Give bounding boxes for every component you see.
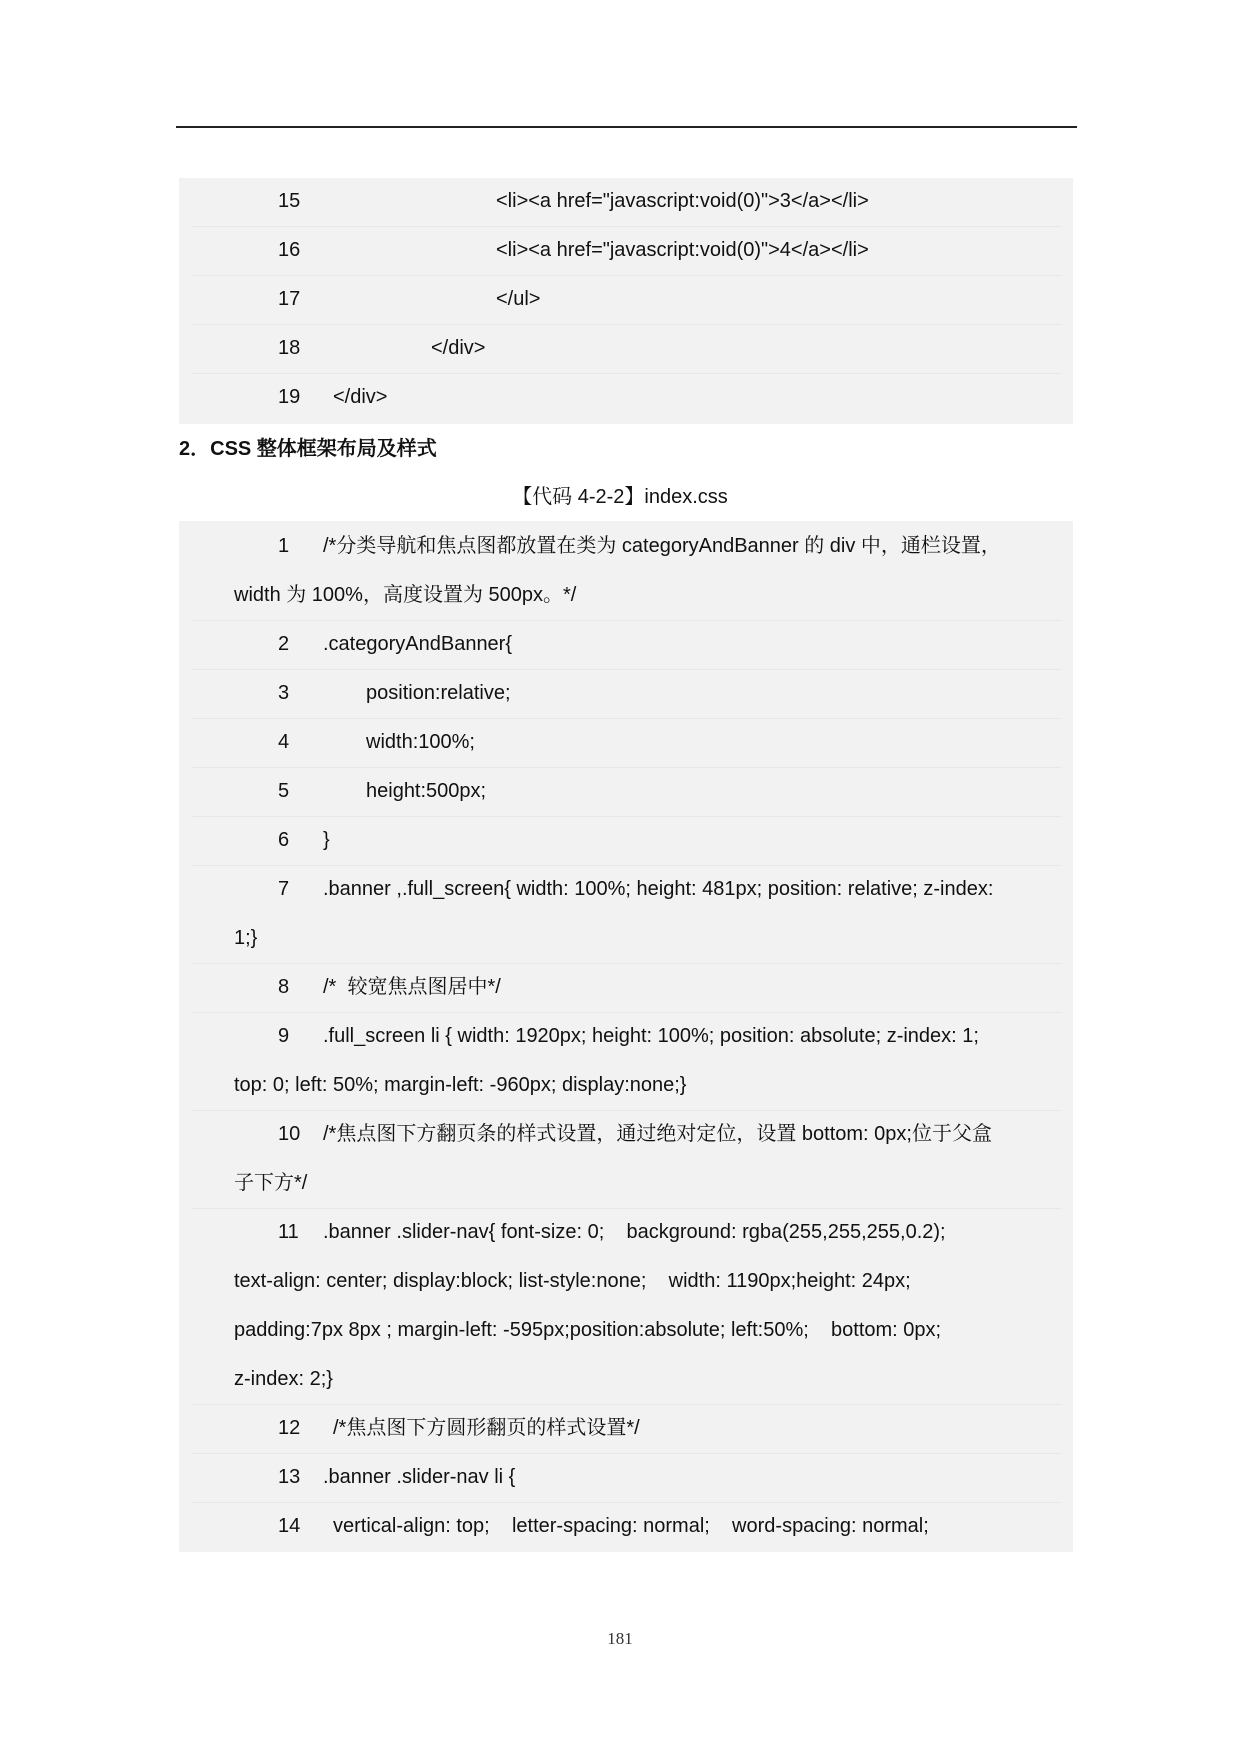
- code-line: vertical-align: top; letter-spacing: normal; word-spacing: normal;: [333, 1515, 929, 1537]
- code-line: height:500px;: [366, 780, 487, 802]
- code-line: .banner ,.full_screen{ width: 100%; height: 481px; position: relative; z-index:: [323, 878, 994, 900]
- code-block-continued: [179, 178, 1073, 424]
- code-line-continued: text-align: center; display:block; list-style:none; width: 1190px;height: 24px;: [234, 1270, 911, 1292]
- code-block-index-css: [179, 521, 1073, 1552]
- line-number: 8: [278, 976, 290, 998]
- line-separator: [191, 718, 1061, 719]
- line-number: 11: [278, 1221, 299, 1243]
- line-number: 15: [278, 190, 301, 212]
- line-number: 4: [278, 731, 290, 753]
- line-number: 10: [278, 1123, 301, 1145]
- page-number: 181: [607, 1629, 633, 1648]
- line-separator: [191, 275, 1061, 276]
- code-line: <li><a href="javascript:void(0)">4</a></li>: [496, 239, 869, 261]
- code-line: }: [323, 829, 330, 851]
- line-number: 1: [278, 535, 290, 557]
- line-number: 17: [278, 288, 301, 310]
- line-number: 7: [278, 878, 290, 900]
- code-line: </div>: [333, 386, 388, 408]
- code-line: /* 较宽焦点图居中*/: [323, 976, 501, 998]
- line-separator: [191, 1208, 1061, 1209]
- code-caption: 【代码 4-2-2】index.css: [512, 486, 728, 508]
- line-separator: [191, 373, 1061, 374]
- section-heading: 2．CSS 整体框架布局及样式: [179, 438, 437, 460]
- line-number: 14: [278, 1515, 301, 1537]
- code-line-continued: width 为 100%，高度设置为 500px。*/: [234, 584, 577, 606]
- code-line-continued: top: 0; left: 50%; margin-left: -960px; display:none;}: [234, 1074, 687, 1096]
- code-line: /*分类导航和焦点图都放置在类为 categoryAndBanner 的 div 中，通栏设置，: [323, 535, 1001, 557]
- code-line: .full_screen li { width: 1920px; height: 100%; position: absolute; z-index: 1;: [323, 1025, 979, 1047]
- code-line-continued: padding:7px 8px ; margin-left: -595px;position:absolute; left:50%; bottom: 0px;: [234, 1319, 942, 1341]
- code-line-continued: z-index: 2;}: [234, 1368, 333, 1390]
- code-line: .banner .slider-nav{ font-size: 0; background: rgba(255,255,255,0.2);: [323, 1221, 946, 1243]
- line-number: 5: [278, 780, 290, 802]
- code-line: .banner .slider-nav li {: [323, 1466, 516, 1488]
- line-number: 13: [278, 1466, 301, 1488]
- code-line-continued: 1;}: [234, 927, 258, 949]
- line-number: 18: [278, 337, 301, 359]
- line-number: 9: [278, 1025, 290, 1047]
- line-number: 16: [278, 239, 301, 261]
- line-separator: [191, 324, 1061, 325]
- line-separator: [191, 865, 1061, 866]
- header-rule: [176, 126, 1077, 128]
- line-separator: [191, 1502, 1061, 1503]
- line-number: 2: [278, 633, 290, 655]
- line-separator: [191, 1453, 1061, 1454]
- line-separator: [191, 816, 1061, 817]
- line-separator: [191, 1012, 1061, 1013]
- line-separator: [191, 226, 1061, 227]
- line-separator: [191, 1110, 1061, 1111]
- line-separator: [191, 669, 1061, 670]
- line-number: 12: [278, 1417, 301, 1439]
- code-line: .categoryAndBanner{: [323, 633, 513, 655]
- code-line: width:100%;: [366, 731, 475, 753]
- code-line: /*焦点图下方翻页条的样式设置，通过绝对定位，设置 bottom: 0px;位于父盒: [323, 1123, 992, 1145]
- line-separator: [191, 767, 1061, 768]
- code-line: <li><a href="javascript:void(0)">3</a></li>: [496, 190, 869, 212]
- code-line: position:relative;: [366, 682, 511, 704]
- line-separator: [191, 620, 1061, 621]
- line-number: 6: [278, 829, 290, 851]
- line-number: 3: [278, 682, 290, 704]
- code-line-continued: 子下方*/: [234, 1172, 308, 1194]
- code-line: /*焦点图下方圆形翻页的样式设置*/: [333, 1417, 640, 1439]
- line-number: 19: [278, 386, 301, 408]
- code-line: </ul>: [496, 288, 541, 310]
- line-separator: [191, 963, 1061, 964]
- line-separator: [191, 1404, 1061, 1405]
- code-line: </div>: [431, 337, 486, 359]
